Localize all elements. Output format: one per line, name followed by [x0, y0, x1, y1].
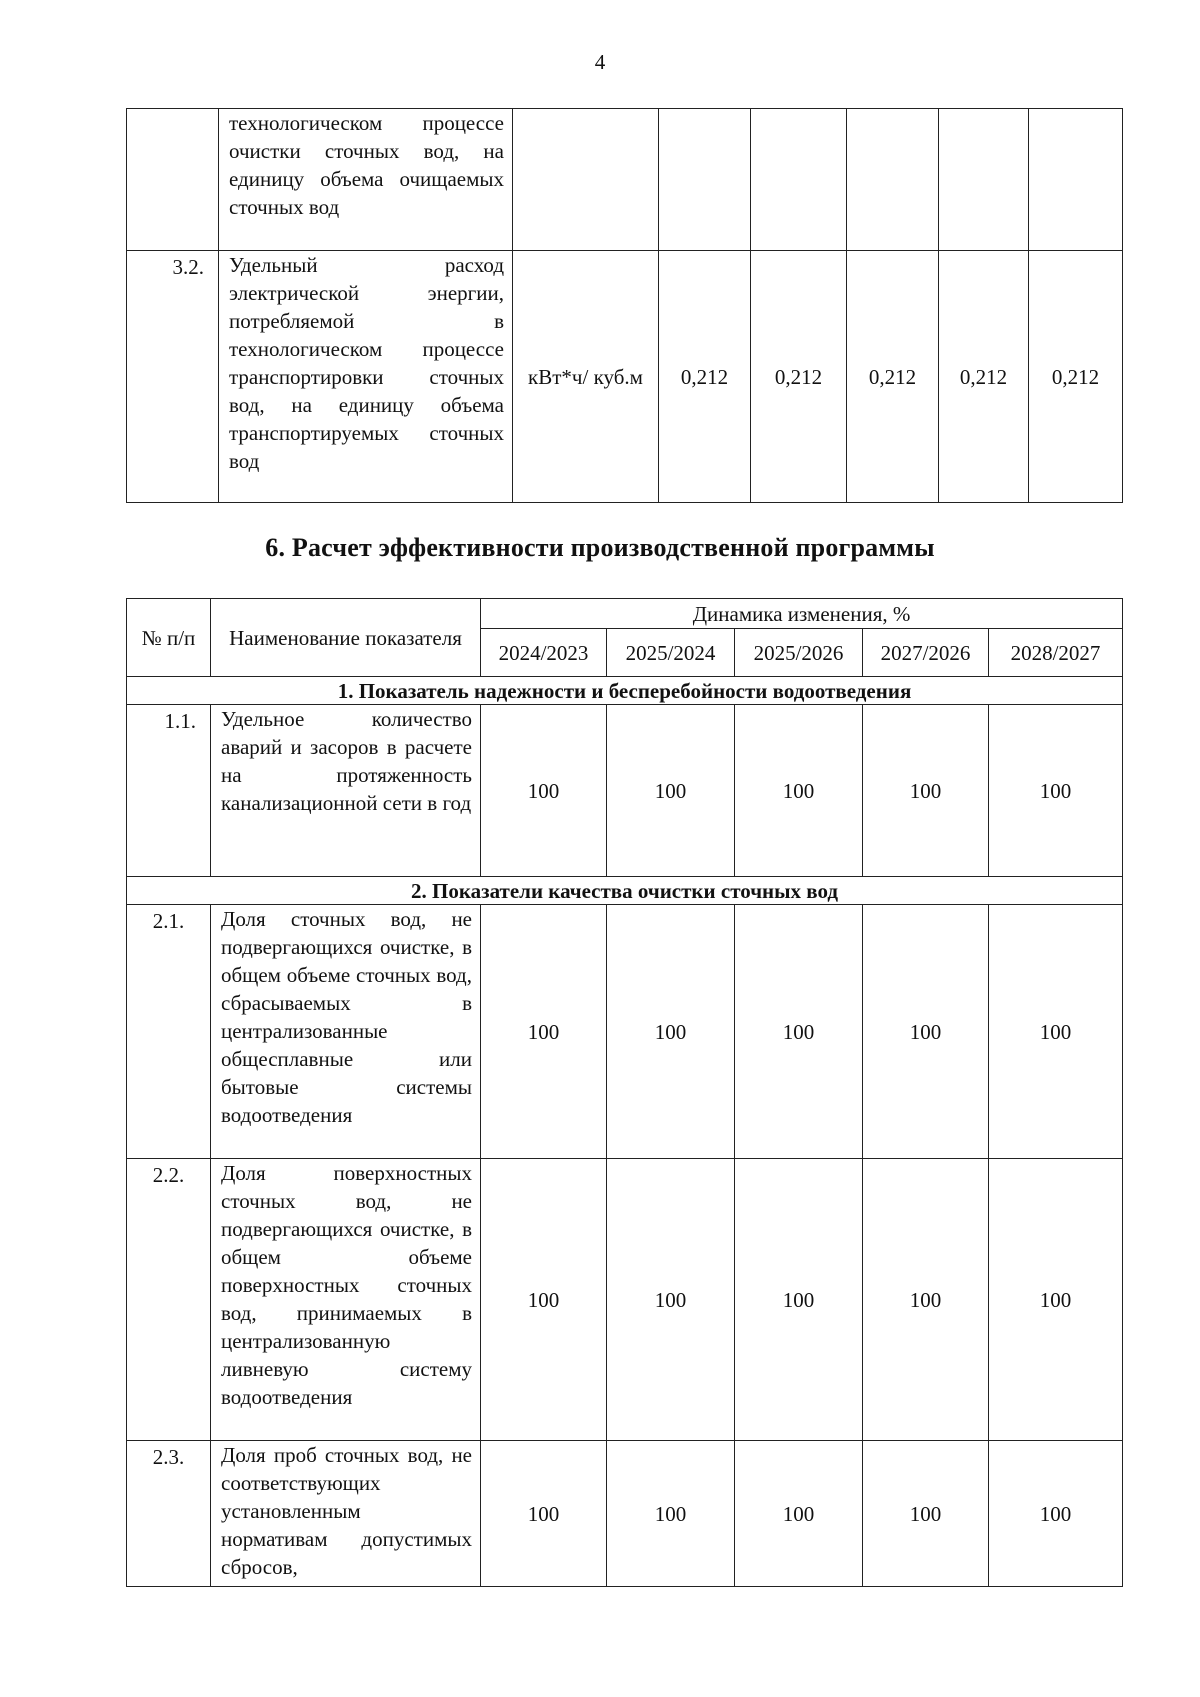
- table-row: [127, 905, 1123, 1159]
- group-title: 1. Показатель надежности и бесперебойности водоотведения: [127, 677, 1123, 705]
- value-cell: [659, 109, 751, 251]
- unit-cell: [513, 109, 659, 251]
- indicator-description: Доля сточных вод, не подвергающихся очистке, в общем объеме сточных вод, сбрасываемых в централизованные общесплавные или бытовые системы водоотведения: [211, 905, 481, 1159]
- indicator-description: Доля проб сточных вод, не соответствующих установленным нормативам допустимых сбросов,: [211, 1441, 481, 1587]
- header-period: 2025/2026: [735, 629, 863, 677]
- header-row: [127, 599, 1123, 629]
- value-cell: 100: [863, 1441, 989, 1587]
- header-name: Наименование показателя: [211, 599, 481, 677]
- value-cell: 100: [607, 905, 735, 1159]
- value-cell: 100: [607, 1441, 735, 1587]
- value-cell: [939, 109, 1029, 251]
- table-row: [127, 1159, 1123, 1441]
- value-cell: 0,212: [751, 251, 847, 503]
- value-cell: 0,212: [847, 251, 939, 503]
- indicator-table-continued: [126, 108, 1123, 503]
- row-number: 2.2.: [127, 1159, 211, 1441]
- row-number: [127, 109, 219, 251]
- value-cell: 100: [481, 705, 607, 877]
- header-period: 2024/2023: [481, 629, 607, 677]
- group-row: [127, 877, 1123, 905]
- header-num: № п/п: [127, 599, 211, 677]
- table-row: [127, 109, 1123, 251]
- value-cell: 100: [863, 905, 989, 1159]
- value-cell: [847, 109, 939, 251]
- value-cell: 0,212: [659, 251, 751, 503]
- value-cell: 100: [989, 705, 1123, 877]
- value-cell: 100: [735, 1159, 863, 1441]
- table-row: [127, 251, 1123, 503]
- row-number: 1.1.: [127, 705, 211, 877]
- indicator-description: Удельное количество аварий и засоров в расчете на протяженность канализационной сети в год: [211, 705, 481, 877]
- efficiency-table: [126, 598, 1123, 1587]
- indicator-description: Удельный расход электрической энергии, потребляемой в технологическом процессе транспортировки сточных вод, на единицу объема транспортируемых сточных вод: [219, 251, 513, 503]
- page-number: 4: [594, 50, 606, 74]
- table-row: [127, 705, 1123, 877]
- header-period: 2028/2027: [989, 629, 1123, 677]
- value-cell: 100: [735, 905, 863, 1159]
- value-cell: 100: [863, 1159, 989, 1441]
- value-cell: [751, 109, 847, 251]
- value-cell: 100: [863, 705, 989, 877]
- group-title: 2. Показатели качества очистки сточных вод: [127, 877, 1123, 905]
- table-row: [127, 1441, 1123, 1587]
- indicator-description: технологическом процессе очистки сточных вод, на единицу объема очищаемых сточных вод: [219, 109, 513, 251]
- value-cell: 100: [735, 705, 863, 877]
- value-cell: 0,212: [939, 251, 1029, 503]
- section-title: 6. Расчет эффективности производственной программы: [265, 533, 935, 562]
- header-period: 2027/2026: [863, 629, 989, 677]
- value-cell: 100: [989, 1441, 1123, 1587]
- value-cell: 100: [607, 705, 735, 877]
- value-cell: 100: [481, 1441, 607, 1587]
- value-cell: 100: [481, 1159, 607, 1441]
- group-row: [127, 677, 1123, 705]
- value-cell: 100: [989, 1159, 1123, 1441]
- indicator-description: Доля поверхностных сточных вод, не подвергающихся очистке, в общем объеме поверхностных сточных вод, принимаемых в централизованную ливневую систему водоотведения: [211, 1159, 481, 1441]
- value-cell: 0,212: [1029, 251, 1123, 503]
- value-cell: 100: [481, 905, 607, 1159]
- value-cell: [1029, 109, 1123, 251]
- header-dynamics: Динамика изменения, %: [481, 599, 1123, 629]
- row-number: 3.2.: [127, 251, 219, 503]
- value-cell: 100: [989, 905, 1123, 1159]
- value-cell: 100: [735, 1441, 863, 1587]
- row-number: 2.1.: [127, 905, 211, 1159]
- value-cell: 100: [607, 1159, 735, 1441]
- unit-cell: кВт*ч/ куб.м: [513, 251, 659, 503]
- header-period: 2025/2024: [607, 629, 735, 677]
- row-number: 2.3.: [127, 1441, 211, 1587]
